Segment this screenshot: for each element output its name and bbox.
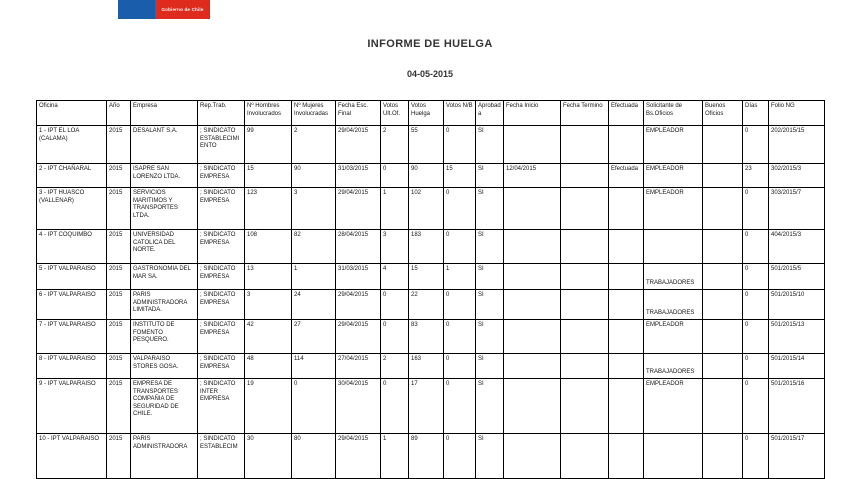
table-cell: Efectuada bbox=[609, 164, 644, 188]
table-cell: 0 bbox=[292, 379, 336, 434]
table-cell: 501/2015/17 bbox=[769, 434, 825, 479]
table-cell: 114 bbox=[292, 354, 336, 379]
table-cell: 22 bbox=[409, 290, 444, 320]
table-cell: 82 bbox=[292, 230, 336, 264]
table-cell: SI bbox=[476, 230, 504, 264]
table-cell bbox=[561, 290, 609, 320]
table-row bbox=[37, 164, 825, 188]
table-cell: 0 bbox=[381, 320, 409, 354]
table-row bbox=[37, 354, 825, 379]
table-cell bbox=[703, 354, 743, 379]
table-cell: 3 bbox=[245, 290, 292, 320]
table-cell: 108 bbox=[245, 230, 292, 264]
table-row bbox=[37, 290, 825, 320]
table-cell: 17 bbox=[409, 379, 444, 434]
table-cell: ; SINDICATO EMPRESA bbox=[198, 290, 245, 320]
table-cell bbox=[561, 126, 609, 164]
table-cell: 202/2015/15 bbox=[769, 126, 825, 164]
table-cell: 99 bbox=[245, 126, 292, 164]
table-cell: TRABAJADORES bbox=[644, 264, 703, 290]
table-cell: 2015 bbox=[107, 164, 131, 188]
table-cell: SI bbox=[476, 379, 504, 434]
table-cell: PARIS ADMINISTRADORA bbox=[131, 434, 198, 479]
table-cell: ISAPRE SAN LORENZO LTDA. bbox=[131, 164, 198, 188]
table-cell: EMPRESA DE TRANSPORTES COMPAÑIA DE SEGURIDAD DE CHILE. bbox=[131, 379, 198, 434]
table-cell: ; SINDICATO EMPRESA bbox=[198, 230, 245, 264]
table-cell bbox=[703, 188, 743, 230]
table-cell: 2015 bbox=[107, 379, 131, 434]
table-cell: EMPLEADOR bbox=[644, 164, 703, 188]
gobierno-de-chile-logo bbox=[118, 0, 210, 19]
table-cell: 0 bbox=[743, 379, 769, 434]
table-cell: 1 bbox=[444, 264, 476, 290]
table-cell: 15 bbox=[245, 164, 292, 188]
table-cell bbox=[703, 320, 743, 354]
table-cell: 29/04/2015 bbox=[336, 188, 381, 230]
table-cell bbox=[703, 164, 743, 188]
table-cell bbox=[561, 354, 609, 379]
table-cell bbox=[504, 126, 561, 164]
table-cell bbox=[504, 379, 561, 434]
table-cell: SI bbox=[476, 264, 504, 290]
column-header: Fecha Inicio bbox=[504, 101, 561, 126]
table-cell: 29/04/2015 bbox=[336, 434, 381, 479]
table-cell: 4 bbox=[381, 264, 409, 290]
column-header: Días bbox=[743, 101, 769, 126]
table-cell: 27 bbox=[292, 320, 336, 354]
table-cell: 27/04/2015 bbox=[336, 354, 381, 379]
table-cell: 2015 bbox=[107, 320, 131, 354]
column-header: Nº Mujeres Involucradas bbox=[292, 101, 336, 126]
table-cell bbox=[703, 290, 743, 320]
table-cell: VALPARAISO STORES GOSA. bbox=[131, 354, 198, 379]
table-cell: 302/2015/3 bbox=[769, 164, 825, 188]
table-cell: 12/04/2015 bbox=[504, 164, 561, 188]
table-cell: EMPLEADOR bbox=[644, 188, 703, 230]
table-cell bbox=[561, 188, 609, 230]
column-header: Efectuada bbox=[609, 101, 644, 126]
table-cell: 0 bbox=[381, 379, 409, 434]
table-cell: 28/04/2015 bbox=[336, 230, 381, 264]
table-cell: 501/2015/14 bbox=[769, 354, 825, 379]
table-cell: SI bbox=[476, 188, 504, 230]
table-cell: 163 bbox=[409, 354, 444, 379]
table-cell: ; SINDICATO EMPRESA bbox=[198, 164, 245, 188]
table-cell: 5 - IPT VALPARAISO bbox=[37, 264, 107, 290]
table-cell: 1 bbox=[381, 188, 409, 230]
column-header: Fecha Esc. Final bbox=[336, 101, 381, 126]
table-cell: ; SINDICATO INTER EMPRESA bbox=[198, 379, 245, 434]
table-cell bbox=[644, 230, 703, 264]
table-cell: 48 bbox=[245, 354, 292, 379]
column-header: Buenos Oficios bbox=[703, 101, 743, 126]
table-cell: 303/2015/7 bbox=[769, 188, 825, 230]
table-cell bbox=[609, 354, 644, 379]
table-cell: 1 bbox=[292, 264, 336, 290]
table-cell: 2015 bbox=[107, 434, 131, 479]
table-cell: EMPLEADOR bbox=[644, 126, 703, 164]
table-cell: 2 - IPT CHAÑARAL bbox=[37, 164, 107, 188]
table-cell: GASTRONOMIA DEL MAR SA. bbox=[131, 264, 198, 290]
table-cell: 2015 bbox=[107, 188, 131, 230]
table-cell: 0 bbox=[444, 354, 476, 379]
table-cell: 1 - IPT EL LOA (CALAMA) bbox=[37, 126, 107, 164]
report-title: INFORME DE HUELGA bbox=[367, 38, 493, 50]
table-cell: SI bbox=[476, 320, 504, 354]
column-header: Año bbox=[107, 101, 131, 126]
table-cell: 2015 bbox=[107, 230, 131, 264]
table-cell bbox=[504, 264, 561, 290]
table-cell: 0 bbox=[743, 320, 769, 354]
table-cell bbox=[703, 379, 743, 434]
table-cell: 0 bbox=[444, 290, 476, 320]
table-cell bbox=[561, 379, 609, 434]
table-row bbox=[37, 264, 825, 290]
table-cell: SI bbox=[476, 434, 504, 479]
report-date: 04-05-2015 bbox=[406, 69, 454, 79]
table-cell: 29/04/2015 bbox=[336, 290, 381, 320]
table-cell: 4 - IPT COQUIMBO bbox=[37, 230, 107, 264]
column-header: Rep.Trab. bbox=[198, 101, 245, 126]
table-cell bbox=[703, 126, 743, 164]
table-row bbox=[37, 126, 825, 164]
table-cell bbox=[609, 434, 644, 479]
table-cell: 2015 bbox=[107, 290, 131, 320]
table-cell bbox=[561, 320, 609, 354]
table-cell bbox=[504, 188, 561, 230]
table-cell: 29/04/2015 bbox=[336, 126, 381, 164]
table-cell bbox=[561, 434, 609, 479]
logo-text: Gobierno de Chile bbox=[161, 7, 204, 12]
table-cell bbox=[504, 320, 561, 354]
logo-flag-red bbox=[155, 0, 210, 19]
table-cell: DESALANT S.A. bbox=[131, 126, 198, 164]
logo-flag-blue bbox=[118, 0, 155, 19]
column-header: Empresa bbox=[131, 101, 198, 126]
table-cell: 42 bbox=[245, 320, 292, 354]
table-cell: 0 bbox=[743, 188, 769, 230]
column-header: Aprobada bbox=[476, 101, 504, 126]
table-cell bbox=[609, 126, 644, 164]
table-cell: 2 bbox=[381, 126, 409, 164]
table-cell: 404/2015/3 bbox=[769, 230, 825, 264]
table-cell: 29/04/2015 bbox=[336, 320, 381, 354]
table-cell: 0 bbox=[743, 264, 769, 290]
table-cell: TRABAJADORES bbox=[644, 290, 703, 320]
table-cell bbox=[609, 379, 644, 434]
table-cell: 13 bbox=[245, 264, 292, 290]
table-cell: 0 bbox=[444, 188, 476, 230]
table-cell bbox=[609, 320, 644, 354]
table-cell: 0 bbox=[743, 290, 769, 320]
table-cell: 6 - IPT VALPARAISO bbox=[37, 290, 107, 320]
table-cell: 19 bbox=[245, 379, 292, 434]
table-cell: 15 bbox=[444, 164, 476, 188]
table-cell: 0 bbox=[444, 379, 476, 434]
table-cell: ; SINDICATO EMPRESA bbox=[198, 354, 245, 379]
table-cell: 31/03/2015 bbox=[336, 164, 381, 188]
table-cell: PARIS ADMINISTRADORA LIMITADA. bbox=[131, 290, 198, 320]
table-row bbox=[37, 230, 825, 264]
table-cell: 9 - IPT VALPARAISO bbox=[37, 379, 107, 434]
table-cell bbox=[609, 230, 644, 264]
table-cell: 2015 bbox=[107, 126, 131, 164]
table-cell: 83 bbox=[409, 320, 444, 354]
table-cell: SI bbox=[476, 126, 504, 164]
table-cell: 10 - IPT VALPARAISO bbox=[37, 434, 107, 479]
table-cell: SERVICIOS MARITIMOS Y TRANSPORTES LTDA. bbox=[131, 188, 198, 230]
table-cell: 0 bbox=[444, 126, 476, 164]
table-cell: 3 bbox=[381, 230, 409, 264]
table-row bbox=[37, 434, 825, 479]
table-cell: 90 bbox=[292, 164, 336, 188]
table-cell: 30/04/2015 bbox=[336, 379, 381, 434]
table-cell: 183 bbox=[409, 230, 444, 264]
table-cell: 8 - IPT VALPARAISO bbox=[37, 354, 107, 379]
table-cell bbox=[703, 230, 743, 264]
table-cell: ; SINDICATO ESTABLECIMIENTO bbox=[198, 126, 245, 164]
table-cell: 90 bbox=[409, 164, 444, 188]
table-cell: SI bbox=[476, 290, 504, 320]
table-cell: 23 bbox=[743, 164, 769, 188]
column-header: Folio NG bbox=[769, 101, 825, 126]
column-header: Votos Ult.Of. bbox=[381, 101, 409, 126]
table-cell bbox=[609, 188, 644, 230]
table-cell bbox=[644, 434, 703, 479]
table-cell: 501/2015/16 bbox=[769, 379, 825, 434]
table-row bbox=[37, 379, 825, 434]
table-cell: 0 bbox=[381, 290, 409, 320]
table-cell: 15 bbox=[409, 264, 444, 290]
table-cell bbox=[561, 164, 609, 188]
table-cell: SI bbox=[476, 354, 504, 379]
table-cell: 2 bbox=[381, 354, 409, 379]
column-header: Solicitante de Bs.Oficios bbox=[644, 101, 703, 126]
table-cell: UNIVERSIDAD CATOLICA DEL NORTE. bbox=[131, 230, 198, 264]
column-header: Fecha Termino bbox=[561, 101, 609, 126]
huelga-table bbox=[36, 100, 825, 479]
header-row bbox=[37, 101, 825, 126]
table-cell bbox=[561, 264, 609, 290]
table-cell bbox=[504, 434, 561, 479]
table-cell: ; SINDICATO EMPRESA bbox=[198, 320, 245, 354]
table-cell: 30 bbox=[245, 434, 292, 479]
table-cell: 2 bbox=[292, 126, 336, 164]
table-cell: 80 bbox=[292, 434, 336, 479]
table-cell: ; SINDICATO EMPRESA bbox=[198, 264, 245, 290]
table-cell: 0 bbox=[743, 354, 769, 379]
column-header: Votos N/B bbox=[444, 101, 476, 126]
table-cell: ; SINDICATO ESTABLECIM bbox=[198, 434, 245, 479]
table-cell: 123 bbox=[245, 188, 292, 230]
table-cell: 0 bbox=[743, 434, 769, 479]
table-cell: 0 bbox=[381, 164, 409, 188]
table-cell: TRABAJADORES bbox=[644, 354, 703, 379]
table-cell bbox=[504, 290, 561, 320]
table-cell: 2015 bbox=[107, 264, 131, 290]
table-cell: 31/03/2015 bbox=[336, 264, 381, 290]
table-cell bbox=[703, 264, 743, 290]
table-cell: 7 - IPT VALPARAISO bbox=[37, 320, 107, 354]
column-header: Oficina bbox=[37, 101, 107, 126]
table-cell: 3 bbox=[292, 188, 336, 230]
table-cell: 0 bbox=[743, 126, 769, 164]
table-cell: 0 bbox=[444, 320, 476, 354]
table-cell: 24 bbox=[292, 290, 336, 320]
table-row bbox=[37, 188, 825, 230]
table-cell: ; SINDICATO EMPRESA bbox=[198, 188, 245, 230]
table-cell: 3 - IPT HUASCO (VALLENAR) bbox=[37, 188, 107, 230]
table-cell bbox=[504, 354, 561, 379]
table-cell: 55 bbox=[409, 126, 444, 164]
table-cell: 501/2015/13 bbox=[769, 320, 825, 354]
table-cell: 1 bbox=[381, 434, 409, 479]
table-row bbox=[37, 320, 825, 354]
table-cell: 501/2015/5 bbox=[769, 264, 825, 290]
column-header: Votos Huelga bbox=[409, 101, 444, 126]
table-cell bbox=[609, 290, 644, 320]
table-cell: 102 bbox=[409, 188, 444, 230]
table-cell: INSTITUTO DE FOMENTO PESQUERO. bbox=[131, 320, 198, 354]
table-cell: 0 bbox=[444, 434, 476, 479]
table-cell bbox=[504, 230, 561, 264]
table-cell bbox=[561, 230, 609, 264]
table-cell: SI bbox=[476, 164, 504, 188]
table-cell: EMPLEADOR bbox=[644, 379, 703, 434]
table-cell: EMPLEADOR bbox=[644, 320, 703, 354]
table-cell: 501/2015/10 bbox=[769, 290, 825, 320]
table-cell: 2015 bbox=[107, 354, 131, 379]
table-cell: 89 bbox=[409, 434, 444, 479]
table-cell: 0 bbox=[444, 230, 476, 264]
table-cell: 0 bbox=[743, 230, 769, 264]
table-cell bbox=[703, 434, 743, 479]
column-header: Nº Hombres Involucrados bbox=[245, 101, 292, 126]
table-cell bbox=[609, 264, 644, 290]
